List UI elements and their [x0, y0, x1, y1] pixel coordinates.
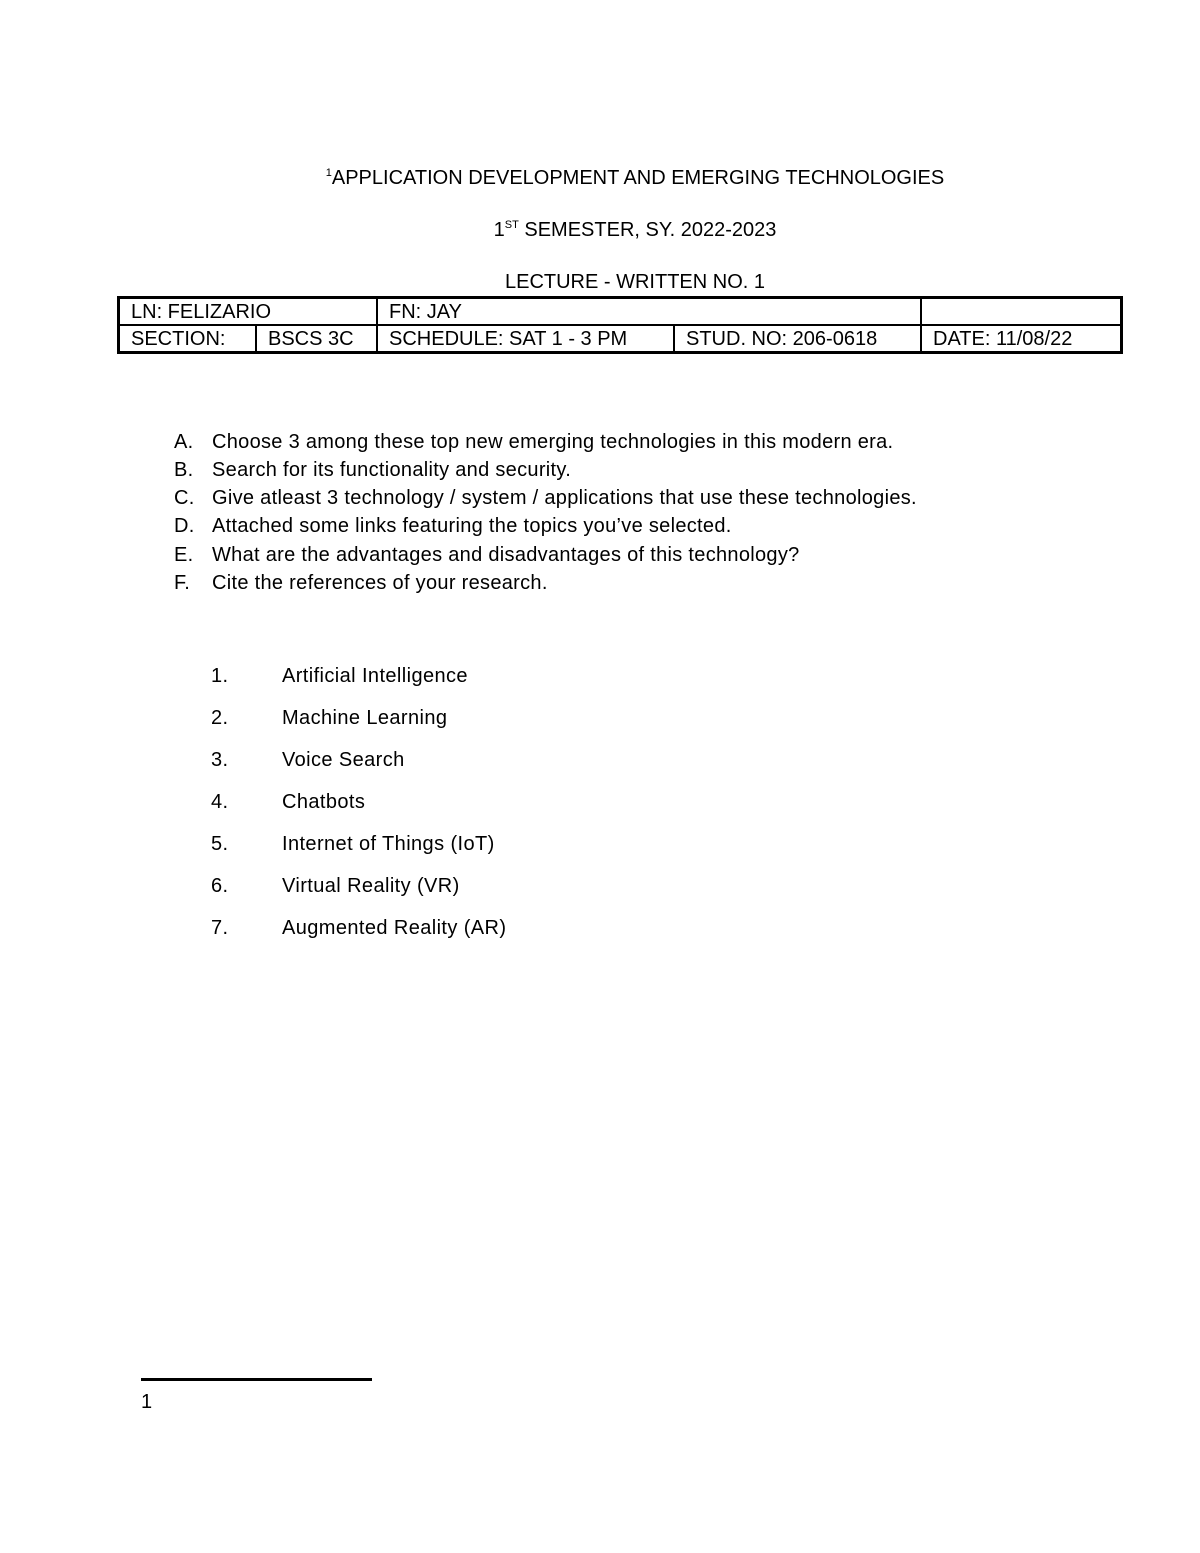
- topic-label: Internet of Things (IoT): [282, 833, 495, 855]
- instruction-text: Attached some links featuring the topics you’ve selected.: [212, 515, 732, 537]
- topic-label: Voice Search: [282, 749, 405, 771]
- topic-number: 1.: [211, 665, 229, 687]
- instruction-item: [174, 514, 732, 538]
- table-row: [119, 298, 1122, 326]
- topic-label: Artificial Intelligence: [282, 665, 468, 687]
- table-row: [119, 325, 1122, 353]
- lecture-heading: LECTURE - WRITTEN NO. 1: [504, 271, 765, 293]
- section-label-cell: SECTION:: [119, 325, 257, 353]
- topic-number: 7.: [211, 917, 229, 939]
- topic-label: Virtual Reality (VR): [282, 875, 460, 897]
- footnote-reference[interactable]: 1: [325, 167, 332, 179]
- instruction-text: Give atleast 3 technology / system / applications that use these technologies.: [212, 487, 917, 509]
- instruction-letter: B.: [174, 459, 194, 481]
- topic-number: 2.: [211, 707, 229, 729]
- semester-text: SEMESTER, SY. 2022-2023: [518, 219, 777, 241]
- instruction-letter: E.: [174, 544, 194, 566]
- instruction-item: [174, 430, 893, 454]
- document-title: [0, 166, 1200, 190]
- semester-suffix: ST: [504, 219, 519, 231]
- student-info-table: [117, 296, 1123, 354]
- instruction-text: Search for its functionality and security.: [212, 459, 572, 481]
- instruction-text: Choose 3 among these top new emerging technologies in this modern era.: [212, 431, 894, 453]
- topic-item: [211, 916, 506, 940]
- topic-item: [211, 874, 460, 898]
- instruction-item: [174, 458, 571, 482]
- semester-number: 1: [493, 219, 505, 241]
- topic-label: Machine Learning: [282, 707, 448, 729]
- first-name-cell: FN: JAY: [377, 298, 921, 326]
- title-text: APPLICATION DEVELOPMENT AND EMERGING TECHNOLOGIES: [331, 167, 945, 189]
- instruction-letter: A.: [174, 431, 194, 453]
- topic-number: 3.: [211, 749, 229, 771]
- instruction-letter: C.: [174, 487, 195, 509]
- instruction-item: [174, 543, 800, 567]
- topic-number: 6.: [211, 875, 229, 897]
- semester-line: [0, 218, 1200, 242]
- schedule-cell: SCHEDULE: SAT 1 - 3 PM: [377, 325, 674, 353]
- topic-label: Chatbots: [282, 791, 366, 813]
- topic-number: 5.: [211, 833, 229, 855]
- section-value-cell: BSCS 3C: [256, 325, 377, 353]
- topic-item: [211, 664, 468, 688]
- topic-label: Augmented Reality (AR): [282, 917, 507, 939]
- last-name-cell: LN: FELIZARIO: [119, 298, 378, 326]
- instruction-item: [174, 571, 548, 595]
- instruction-text: What are the advantages and disadvantages of this technology?: [212, 544, 800, 566]
- topic-item: [211, 748, 405, 772]
- blank-cell: [921, 298, 1122, 326]
- instruction-text: Cite the references of your research.: [212, 572, 548, 594]
- topic-item: [211, 832, 495, 856]
- footnote-marker: 1: [141, 1391, 153, 1413]
- footnote-separator: [141, 1378, 372, 1381]
- instruction-letter: F.: [174, 572, 191, 594]
- topic-number: 4.: [211, 791, 229, 813]
- instruction-letter: D.: [174, 515, 195, 537]
- topic-item: [211, 706, 447, 730]
- topic-item: [211, 790, 365, 814]
- student-number-cell: STUD. NO: 206-0618: [674, 325, 921, 353]
- instruction-item: [174, 486, 917, 510]
- date-cell: DATE: 11/08/22: [921, 325, 1122, 353]
